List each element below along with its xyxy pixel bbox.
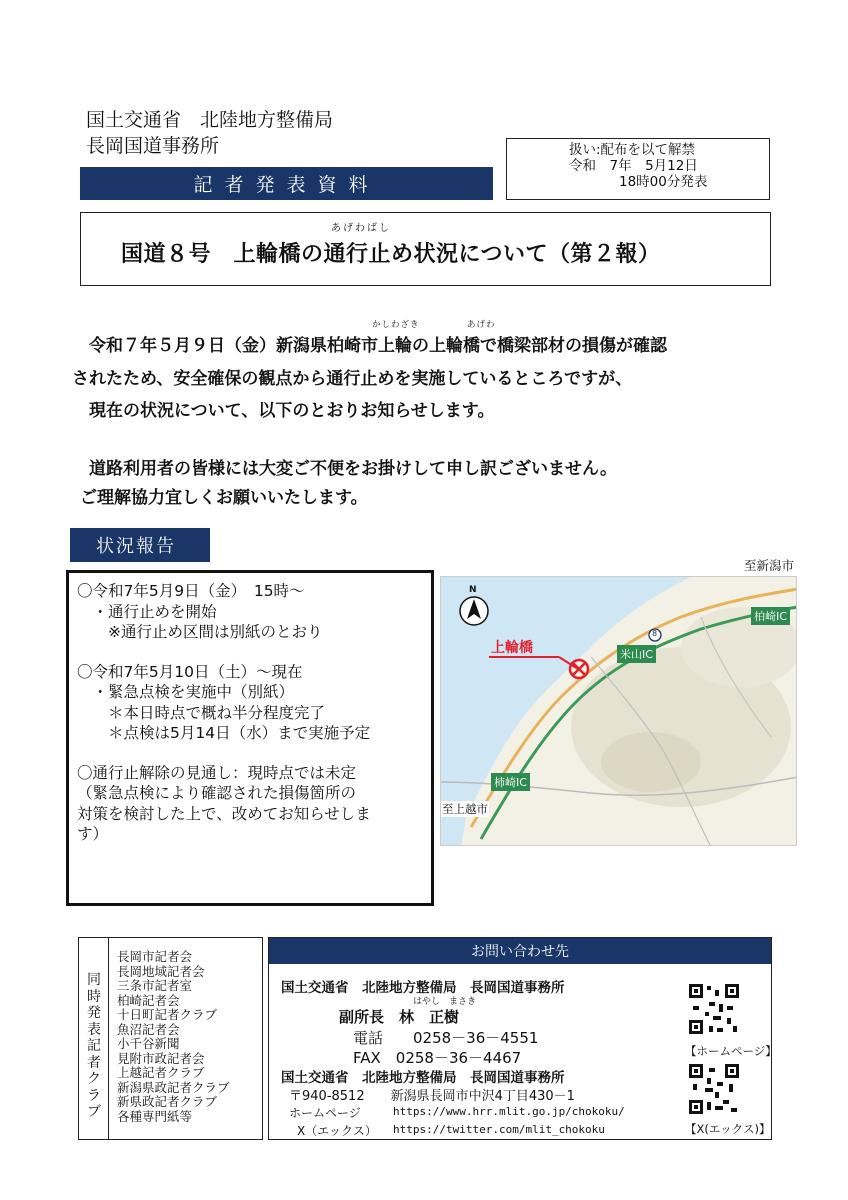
location-map [440,576,797,846]
contact-heading: お問い合わせ先 [269,938,771,964]
ic-yoneyama-label: 米山IC [617,645,656,663]
list-item: 新県政記者クラブ [117,1094,218,1109]
status-line: ＊点検は5月14日（水）まで実施予定 [77,724,371,742]
contact-org-1: 国土交通省 北陸地方整備局 長岡国道事務所 [281,980,565,996]
handling-line-1: 扱い:配布を以て解禁 [569,142,696,158]
x-qr-caption: 【X(エックス)】 [685,1122,771,1136]
list-item: 新潟県政記者クラブ [117,1079,230,1095]
ic-kashiwazaki-label: 柏崎IC [751,607,790,625]
status-line: 〇令和7年5月10日（土）～現在 [77,662,303,681]
press-clubs-side-label: 同時発表記者クラブ [87,972,101,1120]
contact-fax: FAX 0258－36－4467 [353,1049,522,1067]
body-paragraph-2-line-1: 道路利用者の皆様には大変ご不便をお掛けして申し訳ございません。 [72,459,618,479]
status-line: す） [77,825,109,843]
list-item: 十日町記者クラブ [117,1007,218,1022]
homepage-link[interactable]: https://www.hrr.mlit.go.jp/chokoku/ [393,1105,625,1118]
x-label: X（エックス） [297,1124,377,1138]
status-line: ※通行止め区間は別紙のとおり [77,623,323,641]
homepage-label: ホームページ [289,1106,361,1120]
north-label: N [469,585,477,595]
body-paragraph-2-line-2: ご理解協力宜しくお願いいたします。 [80,488,368,508]
body-paragraph-1-line-3: 現在の状況について、以下のとおりお知らせします。 [72,401,495,421]
press-clubs-box [78,937,263,1140]
homepage-qr-caption: 【ホームページ】 [685,1044,777,1058]
contact-name-ruby: はやし まさき [413,997,477,1007]
qr-icon [687,1062,741,1116]
status-line: 対策を検討した上で、改めてお知らせしま [77,804,371,823]
ruby-agewa: あげわ [467,320,496,330]
status-line: ・通行止めを開始 [77,602,217,621]
list-item: 柏崎記者会 [117,992,180,1008]
ic-kakizaki-label: 柿崎IC [491,773,530,791]
qr-icon [687,982,741,1036]
list-item: 三条市記者室 [117,978,193,993]
status-line: ＊本日時点で概ね半分程度完了 [77,703,326,722]
status-line: 〇通行止解除の見通し：現時点では未定 [77,763,357,782]
list-item: 見附市政記者会 [117,1050,205,1066]
list-item: 上越記者クラブ [117,1065,205,1080]
handling-line-3: 18時00分発表 [619,174,708,190]
contact-box [268,937,777,1140]
org-line-1: 国土交通省 北陸地方整備局 [86,109,334,131]
status-box [66,570,434,906]
org-line-2: 長岡国道事務所 [86,135,220,157]
map-graphic [441,577,797,846]
contact-tel: 電話 0258－36－4551 [353,1029,539,1047]
body-paragraph-1-line-1: 令和７年５月９日（金）新潟県柏崎市上輪の上輪橋で橋梁部材の損傷が確認 [72,336,667,356]
status-line: ・緊急点検を実施中（別紙） [77,683,295,701]
status-line: （緊急点検により確認された損傷箇所の [77,784,357,802]
homepage-qr-code[interactable] [687,982,741,1036]
page-title: 国道８号 上輪橋の通行止め状況について（第２報） [121,242,661,267]
press-clubs-list [117,950,230,1124]
contact-address: 〒940-8512 新潟県長岡市中沢4丁目430－1 [289,1089,575,1104]
title-box [80,212,771,286]
press-release-band: 記者発表資料 [80,167,493,200]
handling-box [506,138,770,200]
route-shield: 8 [652,629,658,638]
contact-org-2: 国土交通省 北陸地方整備局 長岡国道事務所 [281,1070,565,1086]
x-link[interactable]: https://twitter.com/mlit_chokoku [393,1123,605,1136]
x-qr-code[interactable] [687,1062,741,1116]
handling-line-2: 令和 7年 5月12日 [569,158,698,174]
list-item: 長岡市記者会 [117,949,193,964]
list-item: 各種専門紙等 [117,1108,193,1124]
map-to-niigata-label: 至新潟市 [744,558,795,573]
map-to-joetsu-label: 至上越市 [442,802,488,816]
bridge-label: 上輪橋 [491,640,533,656]
list-item: 長岡地域記者会 [117,963,205,979]
list-item: 魚沼記者会 [117,1021,180,1037]
status-line: 〇令和7年5月9日（金） 15時～ [77,582,305,600]
body-paragraph-1-line-2: されたため、安全確保の観点から通行止めを実施しているところですが、 [72,369,633,389]
list-item: 小千谷新聞 [117,1036,180,1051]
press-clubs-side [79,938,109,1139]
title-ruby: あげわばし [331,223,391,234]
contact-name: 副所長 林 正樹 [339,1008,460,1026]
ruby-kashiwazaki: かしわざき [372,320,420,330]
status-heading: 状況報告 [70,528,210,562]
